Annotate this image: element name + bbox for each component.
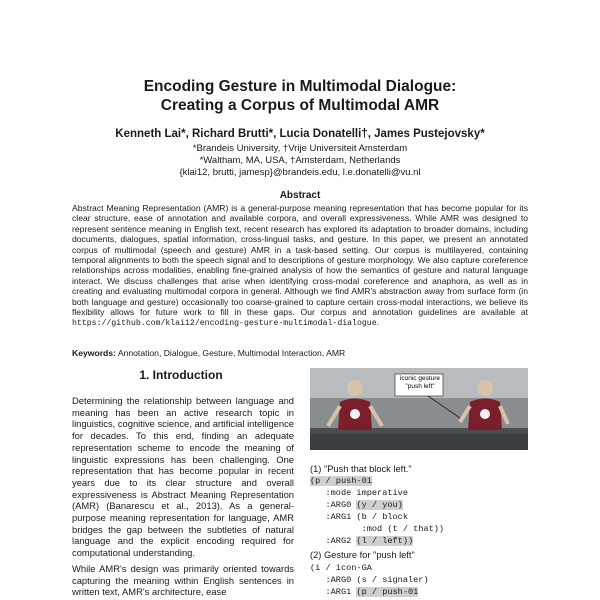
example-1-amr-line-6 <box>310 536 532 547</box>
amr-1-arg2-value: (l / left)) <box>356 536 414 546</box>
example-1-amr-line-5: :mod (t / that)) <box>310 524 445 534</box>
intro-paragraph-1 <box>72 395 294 559</box>
example-2-label: (2) Gesture for "push left" <box>310 550 415 560</box>
example-2-amr-line-3 <box>310 587 532 598</box>
intro-paragraph-2-text: While AMR's design was primarily oriented towards capturing the meaning within English sentences in written text, AMR's architecture, ease <box>72 563 294 598</box>
example-2-amr-line-1: (i / icon-GA <box>310 563 372 573</box>
affiliation-line-2: *Waltham, MA, USA, †Amsterdam, Netherlands <box>199 155 401 166</box>
amr-2-arg1-value: (p / push-01 <box>356 587 419 597</box>
section-title-introduction: 1. Introduction <box>139 368 223 382</box>
intro-paragraph-1-text: Determining the relationship between language and meaning has been an active research topic in linguistics, cognitive science, and artificial intelligence for decades. To this end, finding an adequate representation scheme to encode the meaning of linguistic expressions has been challenging. One representation that has become popular in recent years due to its clear structure and overall expressiveness is Abstract Meaning Representation (AMR) (Banarescu et al., 2013). As a general-purpose meaning representation for language, AMR bridges the gap between the subtleties of natural language and the explicit encoding required for computational understanding. <box>72 395 294 559</box>
abstract-text: Abstract Meaning Representation (AMR) is a general-purpose meaning representation that has become popular for its clear structure, ease of annotation and available corpora, and overall expressiveness. While AMR was designed to represent sentence meaning in English text, recent research has explored its adaptation to broader domains, including documents, dialogues, spatial information, cross-lingual tasks, and gesture. In this paper, we present an annotated corpus of multimodal (speech and gesture) AMR in a task-based setting. Our corpus is multilayered, containing temporal alignments to both the speech signal and to descriptions of gesture morphology. We also capture coreference relationships across modalities, enabling fine-grained analysis of how the semantics of gesture and natural language interact. We discuss challenges that arise when identifying cross-modal coreference and anaphora, as well as in creating and evaluating multimodal corpora in general. Although we find AMR's abstraction away from surface form (in both language and gesture) occasionally too coarse-grained to capture certain cross-modal interactions, we believe its flexibility allows for future work to fill in these gaps. Our corpus and annotation guidelines are available at <box>72 203 528 318</box>
gesture-photo <box>310 368 528 450</box>
amr-2-arg1-label: :ARG1 <box>310 587 357 597</box>
paper-title-line-1: Encoding Gesture in Multimodal Dialogue: <box>143 78 457 95</box>
example-1-amr-line-4: :ARG1 (b / block <box>310 512 408 522</box>
example-1-amr-line-3 <box>310 500 532 511</box>
affiliation-line-1: *Brandeis University, †Vrije Universiteit Amsterdam <box>192 143 408 154</box>
repository-url[interactable]: https://github.com/klai12/encoding-gesture-multimodal-dialogue <box>72 319 377 329</box>
keywords-label: Keywords: <box>72 348 116 358</box>
amr-1-root: (p / push-01 <box>310 476 372 486</box>
intro-paragraph-2 <box>72 563 294 598</box>
example-1-amr-line-1 <box>310 476 532 487</box>
amr-1-arg0-value: (y / you) <box>356 500 403 510</box>
example-1-label: (1) "Push that block left." <box>310 464 412 474</box>
example-2-amr-line-2: :ARG0 (s / signaler) <box>310 575 429 585</box>
author-emails: {klai12, brutti, jamesp}@brandeis.edu, l.e.donatelli@vu.nl <box>179 167 421 178</box>
paper-title-line-2: Creating a Corpus of Multimodal AMR <box>160 97 440 114</box>
gesture-callout <box>397 375 443 391</box>
abstract-heading: Abstract <box>279 190 321 201</box>
keywords <box>72 348 528 358</box>
callout-line-2: "push left" <box>405 383 435 390</box>
example-1-amr-line-2: :mode imperative <box>310 488 408 498</box>
abstract-end: . <box>376 317 380 328</box>
callout-line-1: iconic gesture <box>399 375 441 382</box>
amr-1-arg0-label: :ARG0 <box>310 500 357 510</box>
author-list: Kenneth Lai*, Richard Brutti*, Lucia Donatelli†, James Pustejovsky* <box>115 128 485 140</box>
amr-1-arg2-label: :ARG2 <box>310 536 357 546</box>
keywords-text: Annotation, Dialogue, Gesture, Multimodal Interaction, AMR <box>117 348 346 358</box>
abstract-body <box>72 203 528 330</box>
